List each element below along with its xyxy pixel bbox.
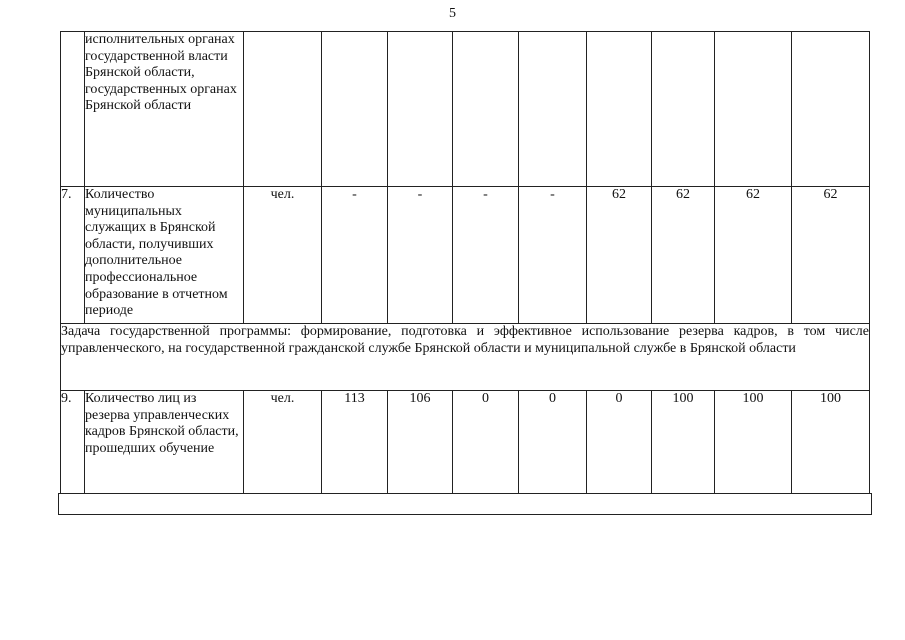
cell-num: 7. [61, 187, 85, 324]
cell-num: 9. [61, 391, 85, 494]
table-row-task [61, 324, 870, 391]
cell-value: 62 [652, 187, 715, 324]
cell-value: 100 [652, 391, 715, 494]
cell-indicator-name: Количество лиц из резерва управленческих кадров Брянской области, прошедших обучение [85, 391, 244, 494]
cell-value [388, 32, 453, 187]
indicators-table [60, 31, 870, 494]
cell-value: - [388, 187, 453, 324]
cell-value: - [519, 187, 587, 324]
cell-value [652, 32, 715, 187]
cell-value: 100 [792, 391, 870, 494]
cell-value [453, 32, 519, 187]
cell-unit: чел. [244, 187, 322, 324]
cell-indicator-name: Количество муниципальных служащих в Брянской области, получивших дополнительное профессиональное образование в отчетном периоде [85, 187, 244, 324]
cell-value [587, 32, 652, 187]
cell-value [792, 32, 870, 187]
cell-value: 0 [587, 391, 652, 494]
cell-indicator-name: исполнительных органах государственной власти Брянской области, государственных органах Брянской области [85, 32, 244, 187]
cell-value [322, 32, 388, 187]
cell-value: 106 [388, 391, 453, 494]
cell-value: 62 [792, 187, 870, 324]
cell-value: 100 [715, 391, 792, 494]
page-number: 5 [449, 6, 456, 21]
table-row-9 [61, 391, 870, 494]
cell-unit: чел. [244, 391, 322, 494]
cell-value: 0 [453, 391, 519, 494]
bottom-empty-row [58, 493, 872, 515]
cell-value: 62 [587, 187, 652, 324]
cell-value [715, 32, 792, 187]
cell-value: - [453, 187, 519, 324]
cell-value: 0 [519, 391, 587, 494]
table-row-7 [61, 187, 870, 324]
cell-value: 113 [322, 391, 388, 494]
cell-value: 62 [715, 187, 792, 324]
cell-value [519, 32, 587, 187]
task-description: Задача государственной программы: формирование, подготовка и эффективное использование резерва кадров, в том числе управленческого, на государственной гражданской службе Брянской области и муниципальной службе в Брянской области [61, 324, 870, 391]
table-row-continuation [61, 32, 870, 187]
cell-num [61, 32, 85, 187]
cell-value: - [322, 187, 388, 324]
cell-unit [244, 32, 322, 187]
